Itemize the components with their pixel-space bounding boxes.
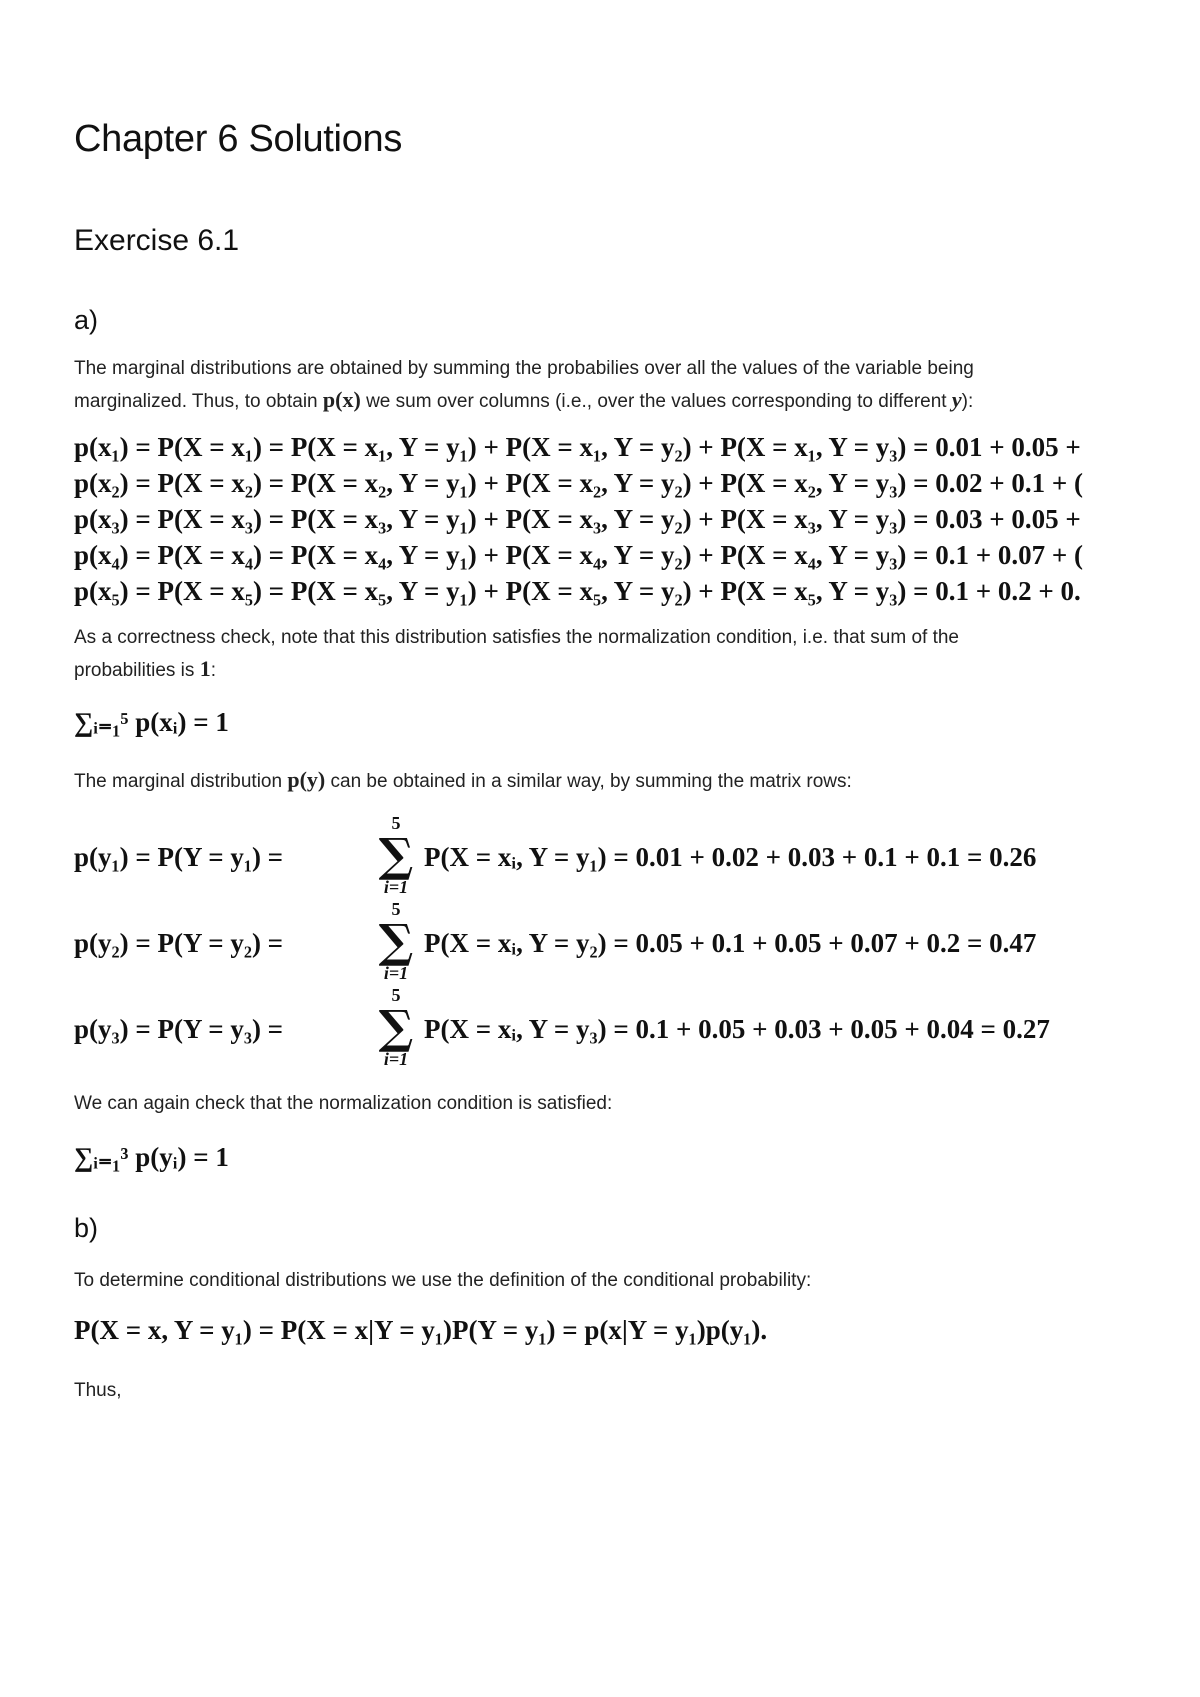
paragraph-marginal-y [74, 764, 1134, 797]
paragraph-line: The marginal distributions are obtained by summing the probabilies over all the values of the variable being [74, 358, 974, 379]
equation-py2 [74, 898, 1174, 988]
paragraph-text: : [210, 660, 216, 681]
inline-math-one: 1 [199, 656, 211, 681]
inline-math-y: y [951, 387, 962, 412]
paragraph-text: probabilities is [74, 660, 195, 681]
paragraph-text: ): [961, 391, 974, 412]
equation-py3 [74, 984, 1174, 1074]
paragraph-check: We can again check that the normalization condition is satisfied: [74, 1093, 613, 1114]
paragraph-marginal-intro [74, 353, 1134, 417]
summation [376, 812, 416, 898]
sum-upper: 5 [391, 985, 401, 1005]
normalization-sum-x: ∑ᵢ₌₁⁵ p(xᵢ) = 1 [74, 707, 229, 737]
part-b-heading: b) [74, 1213, 99, 1243]
summation [376, 898, 416, 984]
equation-py1 [74, 812, 1174, 902]
equation-lhs: p(y₁) = P(Y = y₁) = [74, 842, 284, 872]
paragraph-thus: Thus, [74, 1380, 122, 1401]
equation-lhs: p(y₂) = P(Y = y₂) = [74, 928, 284, 958]
equation-px3: p(x₃) = P(X = x₃) = P(X = x₃, Y = y₁) + P(X = x₃, Y = y₂) + P(X = x₃, Y = y₃) = 0.03 + 0.05 + [74, 504, 1081, 534]
paragraph-text: marginalized. Thus, to obtain [74, 391, 318, 412]
paragraph-text: we sum over columns (i.e., over the values corresponding to different [366, 391, 947, 412]
inline-math-py: p(y) [287, 767, 326, 792]
inline-math-px: p(x) [322, 387, 361, 412]
sigma-symbol: ∑ [378, 914, 414, 968]
equation-px5: p(x₅) = P(X = x₅) = P(X = x₅, Y = y₁) + P(X = x₅, Y = y₂) + P(X = x₅, Y = y₃) = 0.1 + 0.2 + 0. [74, 576, 1081, 606]
sigma-symbol: ∑ [378, 828, 414, 882]
equation-rhs: P(X = xᵢ, Y = y₂) = 0.05 + 0.1 + 0.05 + 0.07 + 0.2 = 0.47 [424, 928, 1037, 958]
equation-px1: p(x₁) = P(X = x₁) = P(X = x₁, Y = y₁) + P(X = x₁, Y = y₂) + P(X = x₁, Y = y₃) = 0.01 + 0.05 + [74, 432, 1081, 462]
equation-rhs: P(X = xᵢ, Y = y₃) = 0.1 + 0.05 + 0.03 + 0.05 + 0.04 = 0.27 [424, 1014, 1050, 1044]
normalization-sum-y: ∑ᵢ₌₁³ p(yᵢ) = 1 [74, 1142, 229, 1172]
part-a-heading: a) [74, 305, 99, 335]
equation-rhs: P(X = xᵢ, Y = y₁) = 0.01 + 0.02 + 0.03 + 0.1 + 0.1 = 0.26 [424, 842, 1037, 872]
paragraph-text: The marginal distribution [74, 771, 283, 792]
paragraph-line: As a correctness check, note that this distribution satisfies the normalization condition, i.e. that sum of the [74, 627, 960, 648]
sum-upper: 5 [391, 813, 401, 833]
sum-upper: 5 [391, 899, 401, 919]
paragraph-normalization [74, 622, 1134, 686]
equation-px2: p(x₂) = P(X = x₂) = P(X = x₂, Y = y₁) + P(X = x₂, Y = y₂) + P(X = x₂, Y = y₃) = 0.02 + 0.1 + ( [74, 468, 1084, 498]
paragraph-conditional: To determine conditional distributions we use the definition of the conditional probability: [74, 1270, 812, 1291]
exercise-heading: Exercise 6.1 [74, 224, 240, 257]
sum-lower: i=1 [383, 963, 409, 983]
sum-lower: i=1 [383, 1049, 409, 1069]
equation-lhs: p(y₃) = P(Y = y₃) = [74, 1014, 284, 1044]
paragraph-text: can be obtained in a similar way, by summing the matrix rows: [330, 771, 852, 792]
sum-lower: i=1 [383, 877, 409, 897]
conditional-equation: P(X = x, Y = y₁) = P(X = x|Y = y₁)P(Y = y₁) = p(x|Y = y₁)p(y₁). [74, 1315, 768, 1345]
summation [376, 984, 416, 1070]
sigma-symbol: ∑ [378, 1000, 414, 1054]
equation-px4: p(x₄) = P(X = x₄) = P(X = x₄, Y = y₁) + P(X = x₄, Y = y₂) + P(X = x₄, Y = y₃) = 0.1 + 0.07 + ( [74, 540, 1084, 570]
chapter-title: Chapter 6 Solutions [74, 118, 403, 160]
